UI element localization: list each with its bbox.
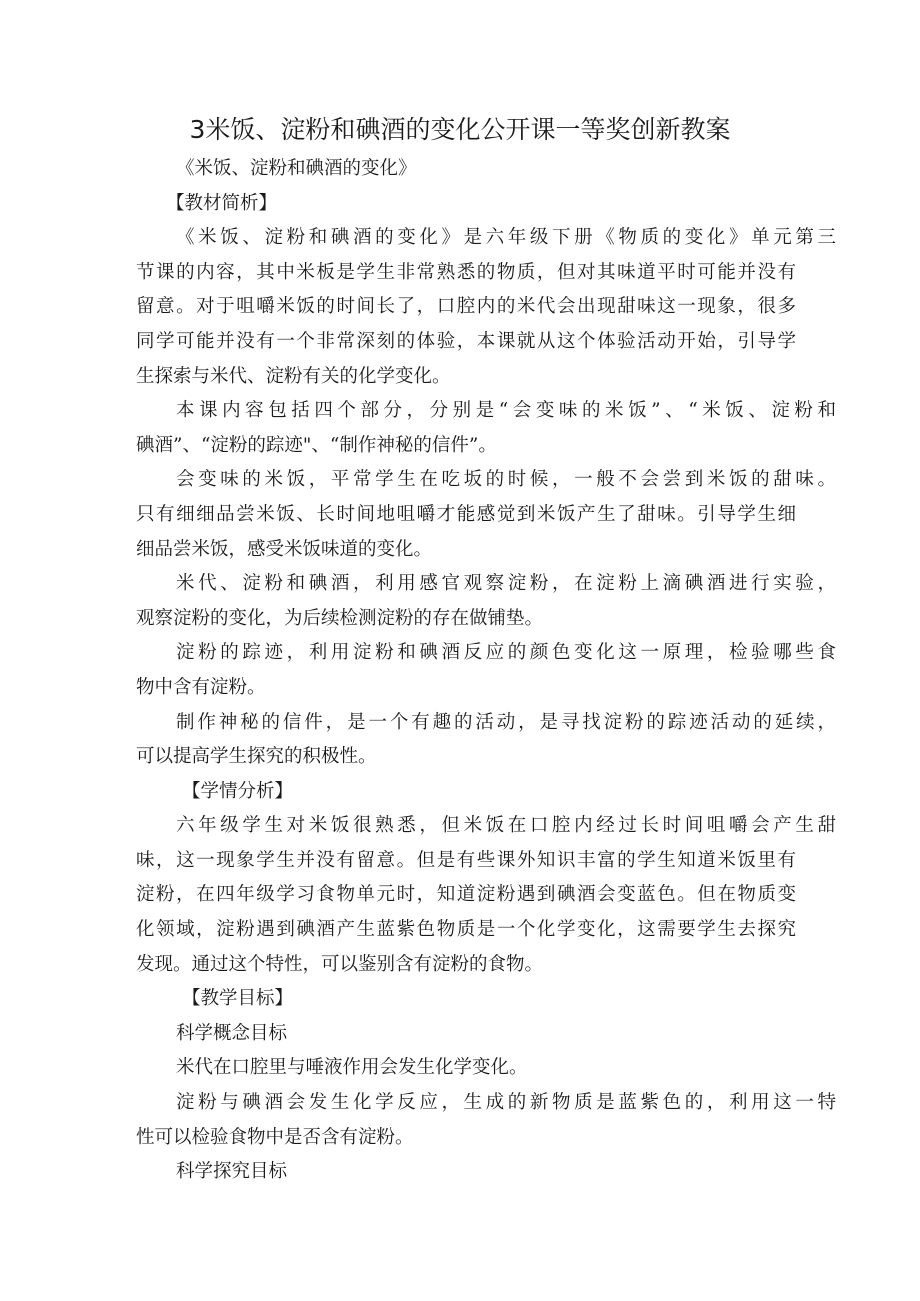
paragraph-line: 淀粉与碘酒会发生化学反应，生成的新物质是蓝紫色的，利用这一特 xyxy=(176,1092,836,1114)
document-body xyxy=(136,152,836,1190)
paragraph-line: 六年级学生对米饭很熟悉，但米饭在口腔内经过长时间咀嚼会产生甜 xyxy=(176,815,836,837)
paragraph-line: 观察淀粉的变化，为后续检测淀粉的存在做铺垫。 xyxy=(136,607,544,629)
paragraph-line: 米代在口腔里与唾液作用会发生化学变化。 xyxy=(176,1057,528,1079)
paragraph-line: 只有细细品尝米饭、长时间地咀嚼才能感觉到米饭产生了甜味。引导学生细 xyxy=(136,503,796,525)
paragraph-line: 制作神秘的信件，是一个有趣的活动，是寻找淀粉的踪迹活动的延续， xyxy=(176,711,836,733)
paragraph-line: 节课的内容，其中米板是学生非常熟悉的物质，但对其味道平时可能并没有 xyxy=(136,261,796,283)
paragraph-line: 物中含有淀粉。 xyxy=(136,676,266,698)
paragraph-line: 味，这一现象学生并没有留意。但是有些课外知识丰富的学生知道米饭里有 xyxy=(136,849,796,871)
paragraph-line: 本课内容包括四个部分，分别是“会变味的米饭”、“米饭、淀粉和 xyxy=(176,400,836,422)
section-heading-teaching-goals: 【教学目标】 xyxy=(182,988,294,1010)
paragraph-line: 同学可能并没有一个非常深刻的体验，本课就从这个体验活动开始，引导学 xyxy=(136,330,796,352)
section-heading-student-analysis: 【学情分析】 xyxy=(182,780,294,802)
paragraph-line: 细品尝米饭，感受米饭味道的变化。 xyxy=(136,538,433,560)
paragraph-line: 化领域，淀粉遇到碘酒产生蓝紫色物质是一个化学变化，这需要学生去探究 xyxy=(136,919,796,941)
paragraph-line: 淀粉的踪迹，利用淀粉和碘酒反应的颜色变化这一原理，检验哪些食 xyxy=(176,642,836,664)
document-title: 3米饭、淀粉和碘酒的变化公开课一等奖创新教案 xyxy=(189,115,731,144)
section-heading-textbook: 【教材简析】 xyxy=(166,192,278,214)
book-title-line: 《米饭、淀粉和碘酒的变化》 xyxy=(176,158,417,179)
paragraph-line: 可以提高学生探究的积极性。 xyxy=(136,746,377,768)
paragraph-line: 留意。对于咀嚼米饭的时间长了，口腔内的米代会出现甜味这一现象，很多 xyxy=(136,296,796,318)
subheading-science-inquiry: 科学探究目标 xyxy=(176,1161,288,1183)
paragraph-line: 淀粉，在四年级学习食物单元时，知道淀粉遇到碘酒会变蓝色。但在物质变 xyxy=(136,884,796,906)
paragraph-line: 性可以检验食物中是否含有淀粉。 xyxy=(136,1126,414,1148)
paragraph-line: 《米饭、淀粉和碘酒的变化》是六年级下册《物质的变化》单元第三 xyxy=(176,227,836,249)
paragraph-line: 米代、淀粉和碘酒，利用感官观察淀粉，在淀粉上滴碘酒进行实验， xyxy=(176,573,836,595)
paragraph-line: 碘酒”、“淀粉的踪迹"、“制作神秘的信件”。 xyxy=(136,434,497,456)
paragraph-line: 发现。通过这个特性，可以鉴别含有淀粉的食物。 xyxy=(136,953,544,975)
paragraph-line: 生探索与米代、淀粉有关的化学变化。 xyxy=(136,365,451,387)
subheading-science-concept: 科学概念目标 xyxy=(176,1022,288,1044)
paragraph-line: 会变味的米饭，平常学生在吃坂的时候，一般不会尝到米饭的甜味。 xyxy=(176,469,836,491)
